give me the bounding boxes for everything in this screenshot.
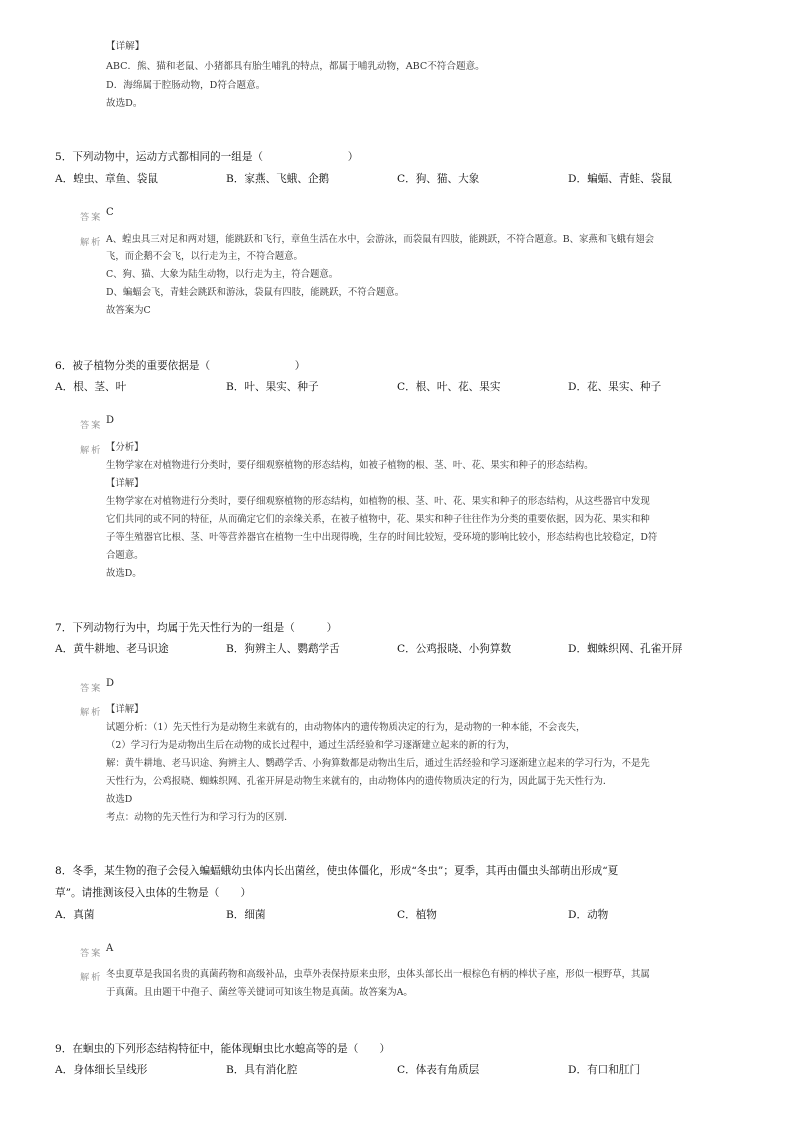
answer-label: 答案	[80, 212, 103, 223]
analysis-line: 故选D	[106, 794, 133, 805]
option-d: D．蜘蛛织网、孔雀开屏	[568, 643, 683, 655]
analysis-line: 它们共同的或不同的特征，从而确定它们的亲缘关系，在被子植物中，花、果实和种子往往作为分类的重要依据，因为花、果实和种	[106, 514, 650, 525]
analysis-line: C、狗、猫、大象为陆生动物，以行走为主，符合题意。	[106, 269, 339, 280]
answer-value: A	[106, 943, 114, 954]
analysis-line: D、蝙蝠会飞，青蛙会跳跃和游泳，袋鼠有四肢，能跳跃，不符合题意。	[106, 287, 405, 298]
option-c: C．体表有角质层	[397, 1064, 480, 1076]
question-stem: 6．被子植物分类的重要依据是（ ）	[55, 360, 306, 372]
option-a: A．身体细长呈线形	[55, 1064, 148, 1076]
question-stem: 9．在蛔虫的下列形态结构特征中，能体现蛔虫比水螅高等的是（ ）	[55, 1043, 391, 1055]
question-stem: 草”。请推测该侵入虫体的生物是（ ）	[55, 887, 252, 899]
option-c: C．公鸡报晓、小狗算数	[397, 643, 512, 655]
option-c: C．植物	[397, 909, 437, 921]
answer-label: 答案	[80, 420, 103, 431]
analysis-label: 解析	[80, 445, 103, 456]
option-a: A．蝗虫、章鱼、袋鼠	[55, 173, 158, 185]
detail-line: ABC．熊、猫和老鼠、小猪都具有胎生哺乳的特点，都属于哺乳动物，ABC不符合题意。	[106, 61, 485, 72]
analysis-line: 【详解】	[106, 704, 144, 715]
detail-line: D．海绵属于腔肠动物，D符合题意。	[106, 80, 266, 91]
answer-label: 答案	[80, 683, 103, 694]
answer-value: C	[106, 207, 114, 218]
option-a: A．黄牛耕地、老马识途	[55, 643, 169, 655]
analysis-line: 生物学家在对植物进行分类时，要仔细观察植物的形态结构，如被子植物的根、茎、叶、花、果实和种子的形态结构。	[106, 460, 594, 471]
option-d: D．花、果实、种子	[568, 381, 662, 393]
analysis-line: 故答案为C	[106, 305, 151, 316]
analysis-line: 【详解】	[106, 478, 144, 489]
answer-value: D	[106, 678, 115, 689]
analysis-line: 考点：动物的先天性行为和学习行为的区别．	[106, 812, 294, 823]
analysis-line: 【分析】	[106, 442, 144, 453]
analysis-label: 解析	[80, 237, 103, 248]
option-b: B．细菌	[226, 909, 266, 921]
option-c: C．狗、猫、大象	[397, 173, 480, 185]
question-stem: 8．冬季，某生物的孢子会侵入蝙蝠蛾幼虫体内长出菌丝，使虫体僵化，形成“冬虫”；夏季，其再由僵虫头部萌出形成“夏	[55, 865, 619, 877]
analysis-line: （2）学习行为是动物出生后在动物的成长过程中，通过生活经验和学习逐渐建立起来的新的行为，	[106, 740, 516, 751]
analysis-line: 天性行为，公鸡报晓、蜘蛛织网、孔雀开屏是动物生来就有的，由动物体内的遗传物质决定的行为，因此属于先天性行为．	[106, 776, 613, 787]
analysis-line: 试题分析：（1）先天性行为是动物生来就有的，由动物体内的遗传物质决定的行为，是动物的一种本能，不会丧失，	[106, 722, 586, 733]
option-a: A．真菌	[55, 909, 95, 921]
option-d: D．动物	[568, 909, 609, 921]
answer-label: 答案	[80, 948, 103, 959]
question-stem: 7．下列动物行为中，均属于先天性行为的一组是（ ）	[55, 622, 338, 634]
option-b: B．叶、果实、种子	[226, 381, 319, 393]
option-a: A．根、茎、叶	[55, 381, 127, 393]
option-d: D．蝙蝠、青蛙、袋鼠	[568, 173, 672, 185]
analysis-line: 飞，而企鹅不会飞，以行走为主，不符合题意。	[106, 251, 303, 262]
option-b: B．狗辨主人、鹦鹉学舌	[226, 643, 340, 655]
analysis-line: A、蝗虫具三对足和两对翅，能跳跃和飞行，章鱼生活在水中，会游泳，而袋鼠有四肢，能跳跃，不符合题意。B、家燕和飞蛾有翅会	[106, 234, 655, 245]
analysis-line: 故选D。	[106, 568, 142, 579]
option-c: C．根、叶、花、果实	[397, 381, 501, 393]
detail-heading: 【详解】	[106, 41, 145, 52]
answer-value: D	[106, 415, 115, 426]
question-stem: 5．下列动物中，运动方式都相同的一组是（ ）	[55, 151, 359, 163]
analysis-line: 合题意。	[106, 550, 144, 561]
analysis-line: 冬虫夏草是我国名贵的真菌药物和高级补品，虫草外表保持原来虫形，虫体头部长出一根棕色有柄的棒状子座，形似一根野草，其属	[106, 969, 650, 980]
analysis-label: 解析	[80, 972, 103, 983]
option-b: B．家燕、飞蛾、企鹅	[226, 173, 330, 185]
analysis-line: 解：黄牛耕地、老马识途、狗辨主人、鹦鹉学舌、小狗算数都是动物出生后，通过生活经验和学习逐渐建立起来的学习行为，不是先	[106, 758, 650, 769]
option-d: D．有口和肛门	[568, 1064, 641, 1076]
detail-line: 故选D。	[106, 98, 143, 109]
option-b: B．具有消化腔	[226, 1064, 298, 1076]
analysis-label: 解析	[80, 707, 103, 718]
analysis-line: 于真菌。且由题干中孢子、菌丝等关键词可知该生物是真菌。故答案为A。	[106, 987, 413, 998]
analysis-line: 生物学家在对植物进行分类时，要仔细观察植物的形态结构，如植物的根、茎、叶、花、果实和种子的形态结构，从这些器官中发现	[106, 496, 650, 507]
analysis-line: 子等生殖器官比根、茎、叶等营养器官在植物一生中出现得晚，生存的时间比较短，受环境的影响比较小，形态结构也比较稳定，D符	[106, 532, 658, 543]
